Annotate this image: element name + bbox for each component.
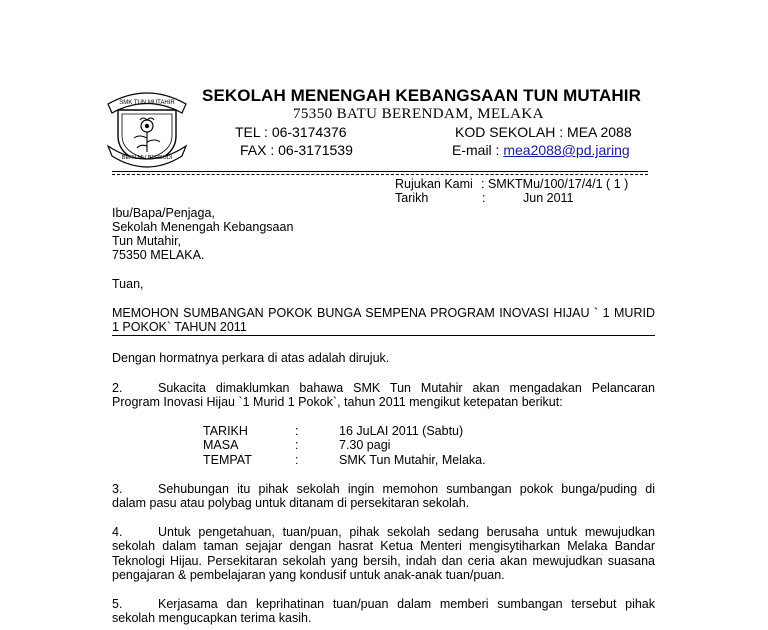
email-label: E-mail : xyxy=(452,142,504,158)
recipient-line: Sekolah Menengah Kebangsaan xyxy=(112,220,294,234)
detail-label: MASA xyxy=(203,438,239,452)
intro-text: Dengan hormatnya perkara di atas adalah dirujuk. xyxy=(112,351,390,365)
date-value: Jun 2011 xyxy=(523,191,574,205)
fax: FAX : 06-3171539 xyxy=(240,142,353,158)
school-code: KOD SEKOLAH : MEA 2088 xyxy=(455,124,632,140)
school-name: SEKOLAH MENENGAH KEBANGSAAN TUN MUTAHIR xyxy=(202,86,641,105)
para-text: Sehubungan itu pihak sekolah ingin memohon sumbangan pokok bunga/puding di xyxy=(158,482,655,496)
email-link[interactable]: mea2088@pd.jaring xyxy=(503,142,630,158)
school-address: 75350 BATU BERENDAM, MELAKA xyxy=(293,106,544,122)
ref-value: : SMKTMu/100/17/4/1 ( 1 ) xyxy=(481,177,629,191)
para-text: pengajaran & pembelajaran yang kondusif untuk anak-anak tuan/puan. xyxy=(112,568,505,582)
para-number: 4. xyxy=(112,525,123,539)
para-text: dalam pasu atau polybag untuk ditanam di persekitaran sekolah. xyxy=(112,496,470,510)
school-crest-icon xyxy=(104,86,190,170)
ref-label: Rujukan Kami xyxy=(395,177,473,191)
para-text: Teknologi Hijau. Persekitaran sekolah yang bersih, indah dan ceria akan mewujudkan suasana xyxy=(112,554,655,568)
subject-line-2: 1 POKOK` TAHUN 2011 xyxy=(112,320,247,334)
letterhead-divider-dashed xyxy=(112,174,648,175)
para-number: 2. xyxy=(112,381,123,395)
school-logo xyxy=(104,86,190,170)
para-text: sekolah dalam taman sejajar dengan hasrat Ketua Menteri mengisytiharkan Melaka Bandar xyxy=(112,539,655,553)
para-text: Kerjasama dan keprihatinan tuan/puan dalam memberi sumbangan tersebut pihak xyxy=(158,597,655,611)
email-line xyxy=(452,142,630,158)
recipient-line: Ibu/Bapa/Penjaga, xyxy=(112,206,215,220)
para-number: 5. xyxy=(112,597,123,611)
letterhead-divider xyxy=(112,171,648,172)
para-number: 3. xyxy=(112,482,123,496)
logo-top-text: SMK TUN MUTAHIR xyxy=(119,100,175,106)
detail-value: 7.30 pagi xyxy=(339,438,391,452)
detail-label: TARIKH xyxy=(203,424,248,438)
date-colon: : xyxy=(482,191,486,205)
detail-colon: : xyxy=(295,438,299,452)
detail-value: SMK Tun Mutahir, Melaka. xyxy=(339,453,486,467)
recipient-line: 75350 MELAKA. xyxy=(112,248,205,262)
detail-value: 16 JuLAI 2011 (Sabtu) xyxy=(339,424,464,438)
para-text: Untuk pengetahuan, tuan/puan, pihak sekolah sedang berusaha untuk mewujudkan xyxy=(158,525,655,539)
subject-line-1: MEMOHON SUMBANGAN POKOK BUNGA SEMPENA PROGRAM INOVASI HIJAU ` 1 MURID xyxy=(112,306,655,320)
recipient-line: Tun Mutahir, xyxy=(112,234,182,248)
detail-colon: : xyxy=(295,424,299,438)
salutation: Tuan, xyxy=(112,277,144,291)
para-text: Sukacita dimaklumkan bahawa SMK Tun Mutahir akan mengadakan Pelancaran xyxy=(158,381,655,395)
para-text: sekolah mengucapkan terima kasih. xyxy=(112,611,312,625)
telephone: TEL : 06-3174376 xyxy=(235,124,347,140)
date-label: Tarikh xyxy=(395,191,429,205)
detail-label: TEMPAT xyxy=(203,453,252,467)
detail-colon: : xyxy=(295,453,299,467)
subject-underline xyxy=(112,335,655,336)
logo-bottom-text: BERILMU BERBUDI xyxy=(121,155,173,161)
para-text: Program Inovasi Hijau `1 Murid 1 Pokok`, tahun 2011 mengikut ketepatan berikut: xyxy=(112,395,563,409)
